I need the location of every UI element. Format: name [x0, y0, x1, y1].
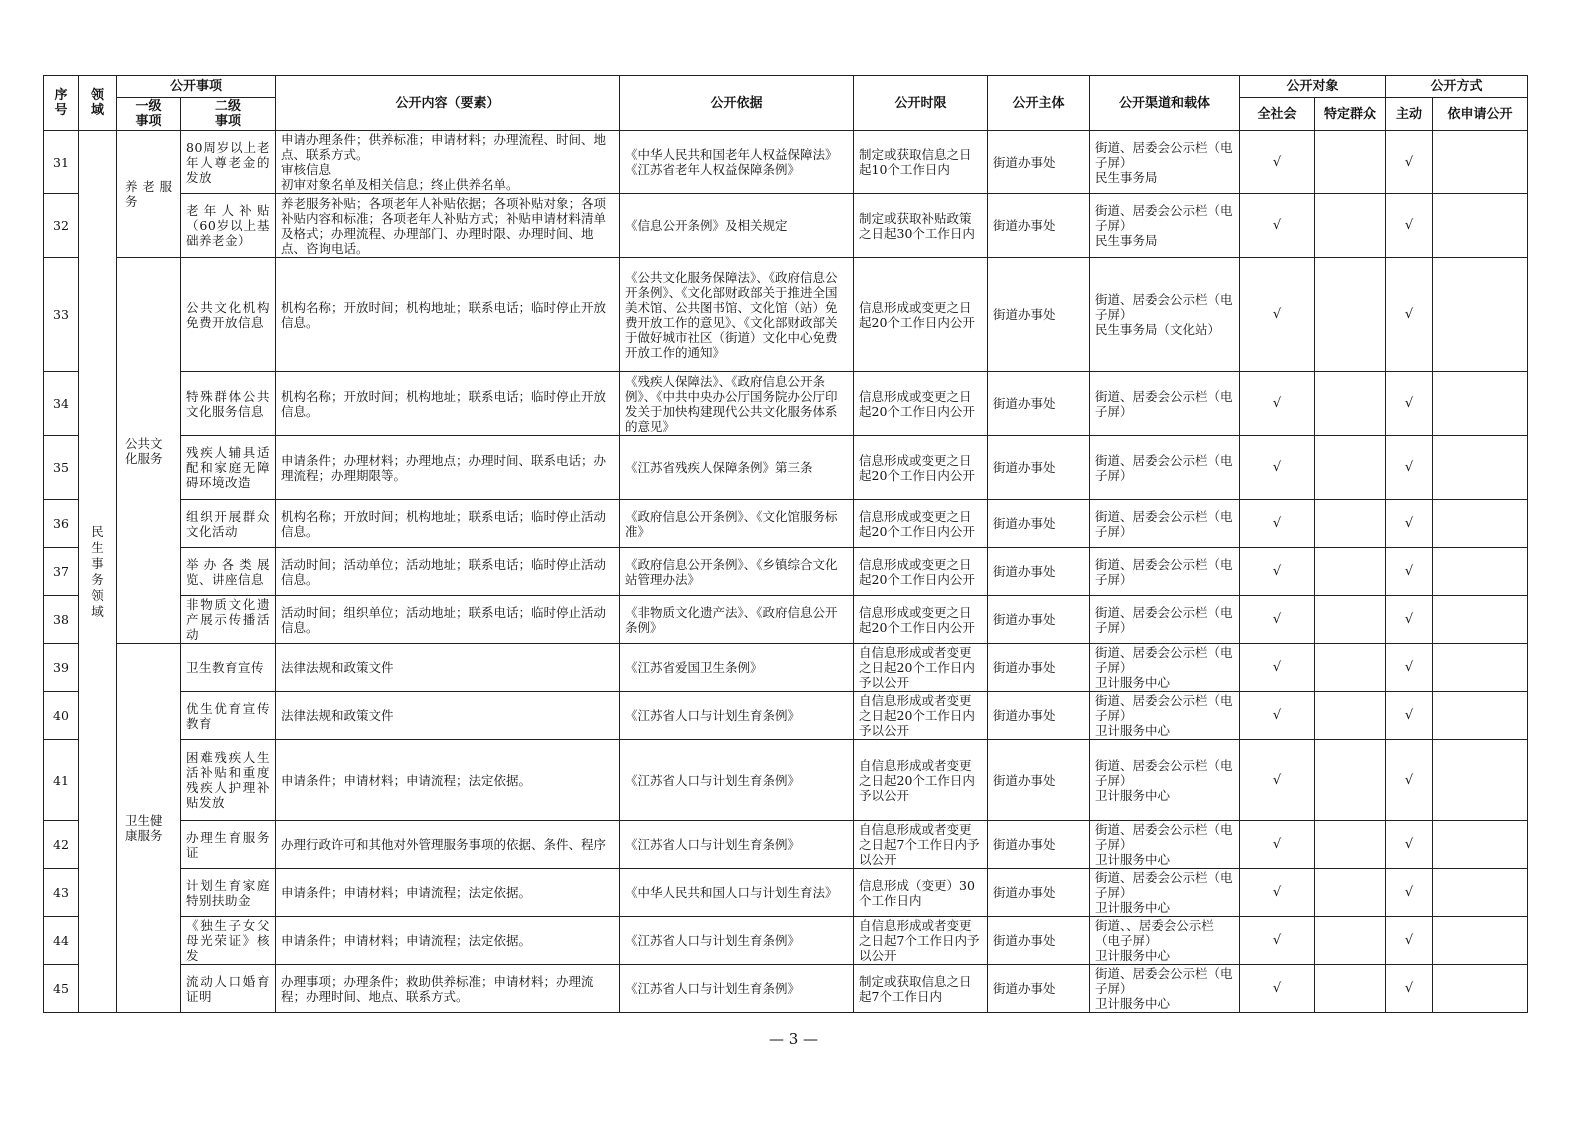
- table-row: [44, 821, 1528, 869]
- check-specific: [1315, 692, 1386, 740]
- disclosure-time-limit: 信息形成或变更之日起20个工作日内公开: [854, 436, 988, 500]
- disclosure-channel: 街道、居委会公示栏（电子屏） 卫计服务中心: [1090, 821, 1240, 869]
- disclosure-time-limit: 信息形成或变更之日起20个工作日内公开: [854, 372, 988, 436]
- check-specific: [1315, 965, 1386, 1013]
- disclosure-basis: 《江苏省人口与计划生育条例》: [620, 692, 854, 740]
- check-all-society: √: [1240, 869, 1315, 917]
- check-on-request: [1433, 917, 1528, 965]
- disclosure-content: 申请条件；申请材料；申请流程；法定依据。: [276, 740, 620, 821]
- disclosure-subject: 街道办事处: [988, 869, 1090, 917]
- row-number: 36: [44, 500, 79, 548]
- check-active: √: [1386, 500, 1433, 548]
- check-active: √: [1386, 548, 1433, 596]
- disclosure-channel: 街道、居委会公示栏（电子屏） 民生事务局（文化站）: [1090, 258, 1240, 372]
- disclosure-channel: 街道、居委会公示栏（电子屏）: [1090, 500, 1240, 548]
- row-number: 42: [44, 821, 79, 869]
- disclosure-time-limit: 信息形成或变更之日起20个工作日内公开: [854, 548, 988, 596]
- disclosure-content: 机构名称；开放时间；机构地址；联系电话；临时停止开放信息。: [276, 258, 620, 372]
- disclosure-channel: 街道、居委会公示栏（电子屏） 民生事务局: [1090, 194, 1240, 258]
- row-number: 40: [44, 692, 79, 740]
- level1-item: 公共文 化服务: [117, 258, 181, 644]
- table-row: [44, 131, 1528, 194]
- table-row: [44, 258, 1528, 372]
- check-all-society: √: [1240, 692, 1315, 740]
- check-on-request: [1433, 821, 1528, 869]
- disclosure-time-limit: 制定或获取信息之日起7个工作日内: [854, 965, 988, 1013]
- check-all-society: √: [1240, 131, 1315, 194]
- table-row: [44, 965, 1528, 1013]
- check-on-request: [1433, 194, 1528, 258]
- disclosure-channel: 街道、居委会公示栏（电子屏） 卫计服务中心: [1090, 869, 1240, 917]
- check-on-request: [1433, 692, 1528, 740]
- level2-item: 残疾人辅具适配和家庭无障碍环境改造: [181, 436, 276, 500]
- disclosure-subject: 街道办事处: [988, 821, 1090, 869]
- check-on-request: [1433, 548, 1528, 596]
- check-active: √: [1386, 740, 1433, 821]
- disclosure-subject: 街道办事处: [988, 596, 1090, 644]
- disclosure-basis: 《江苏省人口与计划生育条例》: [620, 965, 854, 1013]
- check-all-society: √: [1240, 548, 1315, 596]
- header-on-request: 依申请公开: [1433, 98, 1528, 131]
- check-all-society: √: [1240, 194, 1315, 258]
- disclosure-basis: 《政府信息公开条例》、《乡镇综合文化站管理办法》: [620, 548, 854, 596]
- level2-item: 困难残疾人生活补贴和重度残疾人护理补贴发放: [181, 740, 276, 821]
- check-specific: [1315, 644, 1386, 692]
- check-active: √: [1386, 917, 1433, 965]
- disclosure-subject: 街道办事处: [988, 965, 1090, 1013]
- check-specific: [1315, 596, 1386, 644]
- level2-item: 办理生育服务证: [181, 821, 276, 869]
- row-number: 44: [44, 917, 79, 965]
- check-specific: [1315, 436, 1386, 500]
- disclosure-subject: 街道办事处: [988, 194, 1090, 258]
- level2-item: 老年人补贴（60岁以上基础养老金）: [181, 194, 276, 258]
- disclosure-basis: 《公共文化服务保障法》、《政府信息公开条例》、《文化部财政部关于推进全国美术馆、公共图书馆、文化馆（站）免费开放工作的意见》、《文化部财政部关于做好城市社区（街道）文化中心免费开放工作的通知》: [620, 258, 854, 372]
- level2-item: 组织开展群众文化活动: [181, 500, 276, 548]
- row-number: 33: [44, 258, 79, 372]
- disclosure-content: 活动时间；活动单位；活动地址；联系电话；临时停止活动信息。: [276, 548, 620, 596]
- disclosure-time-limit: 信息形成或变更之日起20个工作日内公开: [854, 596, 988, 644]
- level2-item: 计划生育家庭特别扶助金: [181, 869, 276, 917]
- row-number: 39: [44, 644, 79, 692]
- header-method-group: 公开方式: [1386, 76, 1528, 98]
- disclosure-content: 机构名称；开放时间；机构地址；联系电话；临时停止活动信息。: [276, 500, 620, 548]
- disclosure-channel: 街道、居委会公示栏（电子屏） 卫计服务中心: [1090, 965, 1240, 1013]
- table-row: [44, 596, 1528, 644]
- row-number: 32: [44, 194, 79, 258]
- disclosure-basis: 《中华人民共和国老年人权益保障法》《江苏省老年人权益保障条例》: [620, 131, 854, 194]
- level2-item: 非物质文化遗产展示传播活动: [181, 596, 276, 644]
- disclosure-subject: 街道办事处: [988, 500, 1090, 548]
- disclosure-content: 申请条件；申请材料；申请流程；法定依据。: [276, 917, 620, 965]
- row-number: 38: [44, 596, 79, 644]
- header-basis: 公开依据: [620, 76, 854, 131]
- header-subject: 公开主体: [988, 76, 1090, 131]
- table-row: [44, 372, 1528, 436]
- row-number: 35: [44, 436, 79, 500]
- header-specific: 特定群众: [1315, 98, 1386, 131]
- check-on-request: [1433, 258, 1528, 372]
- table-row: [44, 436, 1528, 500]
- table-row: [44, 740, 1528, 821]
- field-label: 民 生 事 务 领 域: [79, 131, 117, 1013]
- check-all-society: √: [1240, 644, 1315, 692]
- table-header: [44, 76, 1528, 131]
- disclosure-basis: 《江苏省人口与计划生育条例》: [620, 917, 854, 965]
- table-row: [44, 917, 1528, 965]
- table-row: [44, 869, 1528, 917]
- disclosure-content: 活动时间；组织单位；活动地址；联系电话；临时停止活动信息。: [276, 596, 620, 644]
- check-specific: [1315, 372, 1386, 436]
- row-number: 45: [44, 965, 79, 1013]
- check-all-society: √: [1240, 917, 1315, 965]
- disclosure-basis: 《江苏省爱国卫生条例》: [620, 644, 854, 692]
- disclosure-basis: 《江苏省残疾人保障条例》第三条: [620, 436, 854, 500]
- header-item-group: 公开事项: [117, 76, 276, 98]
- level1-item: 养老服务: [117, 131, 181, 258]
- disclosure-basis: 《非物质文化遗产法》、《政府信息公开条例》: [620, 596, 854, 644]
- check-specific: [1315, 131, 1386, 194]
- disclosure-time-limit: 自信息形成或者变更之日起20个工作日内予以公开: [854, 740, 988, 821]
- check-on-request: [1433, 965, 1528, 1013]
- disclosure-subject: 街道办事处: [988, 548, 1090, 596]
- check-on-request: [1433, 131, 1528, 194]
- check-active: √: [1386, 258, 1433, 372]
- disclosure-content: 申请条件；申请材料；申请流程；法定依据。: [276, 869, 620, 917]
- check-active: √: [1386, 436, 1433, 500]
- disclosure-time-limit: 信息形成或变更之日起20个工作日内公开: [854, 258, 988, 372]
- check-all-society: √: [1240, 821, 1315, 869]
- header-seq: 序 号: [44, 76, 79, 131]
- level2-item: 《独生子女父母光荣证》核发: [181, 917, 276, 965]
- row-number: 34: [44, 372, 79, 436]
- disclosure-time-limit: 信息形成或变更之日起20个工作日内公开: [854, 500, 988, 548]
- row-number: 31: [44, 131, 79, 194]
- check-specific: [1315, 869, 1386, 917]
- check-specific: [1315, 548, 1386, 596]
- level2-item: 公共文化机构免费开放信息: [181, 258, 276, 372]
- row-number: 41: [44, 740, 79, 821]
- check-on-request: [1433, 644, 1528, 692]
- table-row: [44, 194, 1528, 258]
- table-row: [44, 644, 1528, 692]
- disclosure-subject: 街道办事处: [988, 644, 1090, 692]
- disclosure-channel: 街道、居委会公示栏（电子屏） 卫计服务中心: [1090, 692, 1240, 740]
- disclosure-channel: 街道、居委会公示栏（电子屏）: [1090, 548, 1240, 596]
- header-target-group: 公开对象: [1240, 76, 1386, 98]
- check-on-request: [1433, 436, 1528, 500]
- header-level2: 二级 事项: [181, 98, 276, 131]
- disclosure-basis: 《江苏省人口与计划生育条例》: [620, 821, 854, 869]
- check-active: √: [1386, 194, 1433, 258]
- check-active: √: [1386, 965, 1433, 1013]
- check-on-request: [1433, 500, 1528, 548]
- disclosure-basis: 《残疾人保障法》、《政府信息公开条例》、《中共中央办公厅国务院办公厅印发关于加快构建现代公共文化服务体系的意见》: [620, 372, 854, 436]
- disclosure-content: 申请办理条件；供养标准；申请材料；办理流程、时间、地点、联系方式。 审核信息 初审对象名单及相关信息；终止供养名单。: [276, 131, 620, 194]
- check-active: √: [1386, 692, 1433, 740]
- check-all-society: √: [1240, 372, 1315, 436]
- disclosure-content: 办理行政许可和其他对外管理服务事项的依据、条件、程序: [276, 821, 620, 869]
- check-specific: [1315, 194, 1386, 258]
- disclosure-subject: 街道办事处: [988, 740, 1090, 821]
- disclosure-content: 机构名称；开放时间；机构地址；联系电话；临时停止开放信息。: [276, 372, 620, 436]
- check-on-request: [1433, 869, 1528, 917]
- check-active: √: [1386, 869, 1433, 917]
- disclosure-time-limit: 自信息形成或者变更之日起20个工作日内予以公开: [854, 692, 988, 740]
- disclosure-channel: 街道、居委会公示栏（电子屏）: [1090, 372, 1240, 436]
- disclosure-time-limit: 信息形成（变更）30个工作日内: [854, 869, 988, 917]
- disclosure-basis: 《政府信息公开条例》、《文化馆服务标准》: [620, 500, 854, 548]
- disclosure-basis: 《江苏省人口与计划生育条例》: [620, 740, 854, 821]
- check-active: √: [1386, 644, 1433, 692]
- disclosure-subject: 街道办事处: [988, 692, 1090, 740]
- check-on-request: [1433, 596, 1528, 644]
- header-active: 主动: [1386, 98, 1433, 131]
- header-channel: 公开渠道和载体: [1090, 76, 1240, 131]
- disclosure-time-limit: 自信息形成或者变更之日起20个工作日内予以公开: [854, 644, 988, 692]
- disclosure-channel: 街道、居委会公示栏（电子屏）: [1090, 436, 1240, 500]
- level2-item: 流动人口婚育证明: [181, 965, 276, 1013]
- check-all-society: √: [1240, 740, 1315, 821]
- level2-item: 80周岁以上老年人尊老金的发放: [181, 131, 276, 194]
- disclosure-channel: 街道、居委会公示栏（电子屏） 卫计服务中心: [1090, 740, 1240, 821]
- check-specific: [1315, 917, 1386, 965]
- disclosure-subject: 街道办事处: [988, 131, 1090, 194]
- disclosure-channel: 街道、居委会公示栏（电子屏） 卫计服务中心: [1090, 644, 1240, 692]
- check-specific: [1315, 258, 1386, 372]
- row-number: 43: [44, 869, 79, 917]
- disclosure-time-limit: 制定或获取信息之日起10个工作日内: [854, 131, 988, 194]
- level2-item: 特殊群体公共文化服务信息: [181, 372, 276, 436]
- disclosure-subject: 街道办事处: [988, 372, 1090, 436]
- check-active: √: [1386, 821, 1433, 869]
- disclosure-content: 法律法规和政策文件: [276, 644, 620, 692]
- check-active: √: [1386, 372, 1433, 436]
- page-number: — 3 —: [768, 1030, 819, 1048]
- header-field: 领 域: [79, 76, 117, 131]
- check-all-society: √: [1240, 500, 1315, 548]
- header-all-society: 全社会: [1240, 98, 1315, 131]
- disclosure-content: 办理事项；办理条件；救助供养标准；申请材料；办理流程；办理时间、地点、联系方式。: [276, 965, 620, 1013]
- disclosure-channel: 街道、居委会公示栏（电子屏） 民生事务局: [1090, 131, 1240, 194]
- check-all-society: √: [1240, 436, 1315, 500]
- disclosure-basis: 《信息公开条例》及相关规定: [620, 194, 854, 258]
- level1-item: 卫生健 康服务: [117, 644, 181, 1013]
- disclosure-content: 法律法规和政策文件: [276, 692, 620, 740]
- check-specific: [1315, 821, 1386, 869]
- check-specific: [1315, 740, 1386, 821]
- level2-item: 举办各类展览、讲座信息: [181, 548, 276, 596]
- check-active: √: [1386, 596, 1433, 644]
- level2-item: 卫生教育宣传: [181, 644, 276, 692]
- header-content: 公开内容（要素）: [276, 76, 620, 131]
- disclosure-time-limit: 制定或获取补贴政策之日起30个工作日内: [854, 194, 988, 258]
- disclosure-basis: 《中华人民共和国人口与计划生育法》: [620, 869, 854, 917]
- disclosure-channel: 街道、居委会公示栏（电子屏）: [1090, 596, 1240, 644]
- table-row: [44, 500, 1528, 548]
- disclosure-subject: 街道办事处: [988, 258, 1090, 372]
- table-body: [44, 131, 1528, 1013]
- check-specific: [1315, 500, 1386, 548]
- check-on-request: [1433, 372, 1528, 436]
- check-all-society: √: [1240, 965, 1315, 1013]
- check-all-society: √: [1240, 258, 1315, 372]
- table-row: [44, 692, 1528, 740]
- row-number: 37: [44, 548, 79, 596]
- disclosure-subject: 街道办事处: [988, 436, 1090, 500]
- check-active: √: [1386, 131, 1433, 194]
- disclosure-channel: 街道、、居委会公示栏（电子屏） 卫计服务中心: [1090, 917, 1240, 965]
- disclosure-table: [43, 75, 1528, 1013]
- check-all-society: √: [1240, 596, 1315, 644]
- disclosure-content: 养老服务补贴；各项老年人补贴依据；各项补贴对象；各项补贴内容和标准；各项老年人补贴方式；补贴申请材料清单及格式；办理流程、办理部门、办理时限、办理时间、地点、咨询电话。: [276, 194, 620, 258]
- disclosure-time-limit: 自信息形成或者变更之日起7个工作日内予以公开: [854, 917, 988, 965]
- table-row: [44, 548, 1528, 596]
- disclosure-time-limit: 自信息形成或者变更之日起7个工作日内予以公开: [854, 821, 988, 869]
- header-level1: 一级 事项: [117, 98, 181, 131]
- header-time-limit: 公开时限: [854, 76, 988, 131]
- check-on-request: [1433, 740, 1528, 821]
- disclosure-subject: 街道办事处: [988, 917, 1090, 965]
- level2-item: 优生优育宣传教育: [181, 692, 276, 740]
- disclosure-content: 申请条件；办理材料；办理地点；办理时间、联系电话；办理流程；办理期限等。: [276, 436, 620, 500]
